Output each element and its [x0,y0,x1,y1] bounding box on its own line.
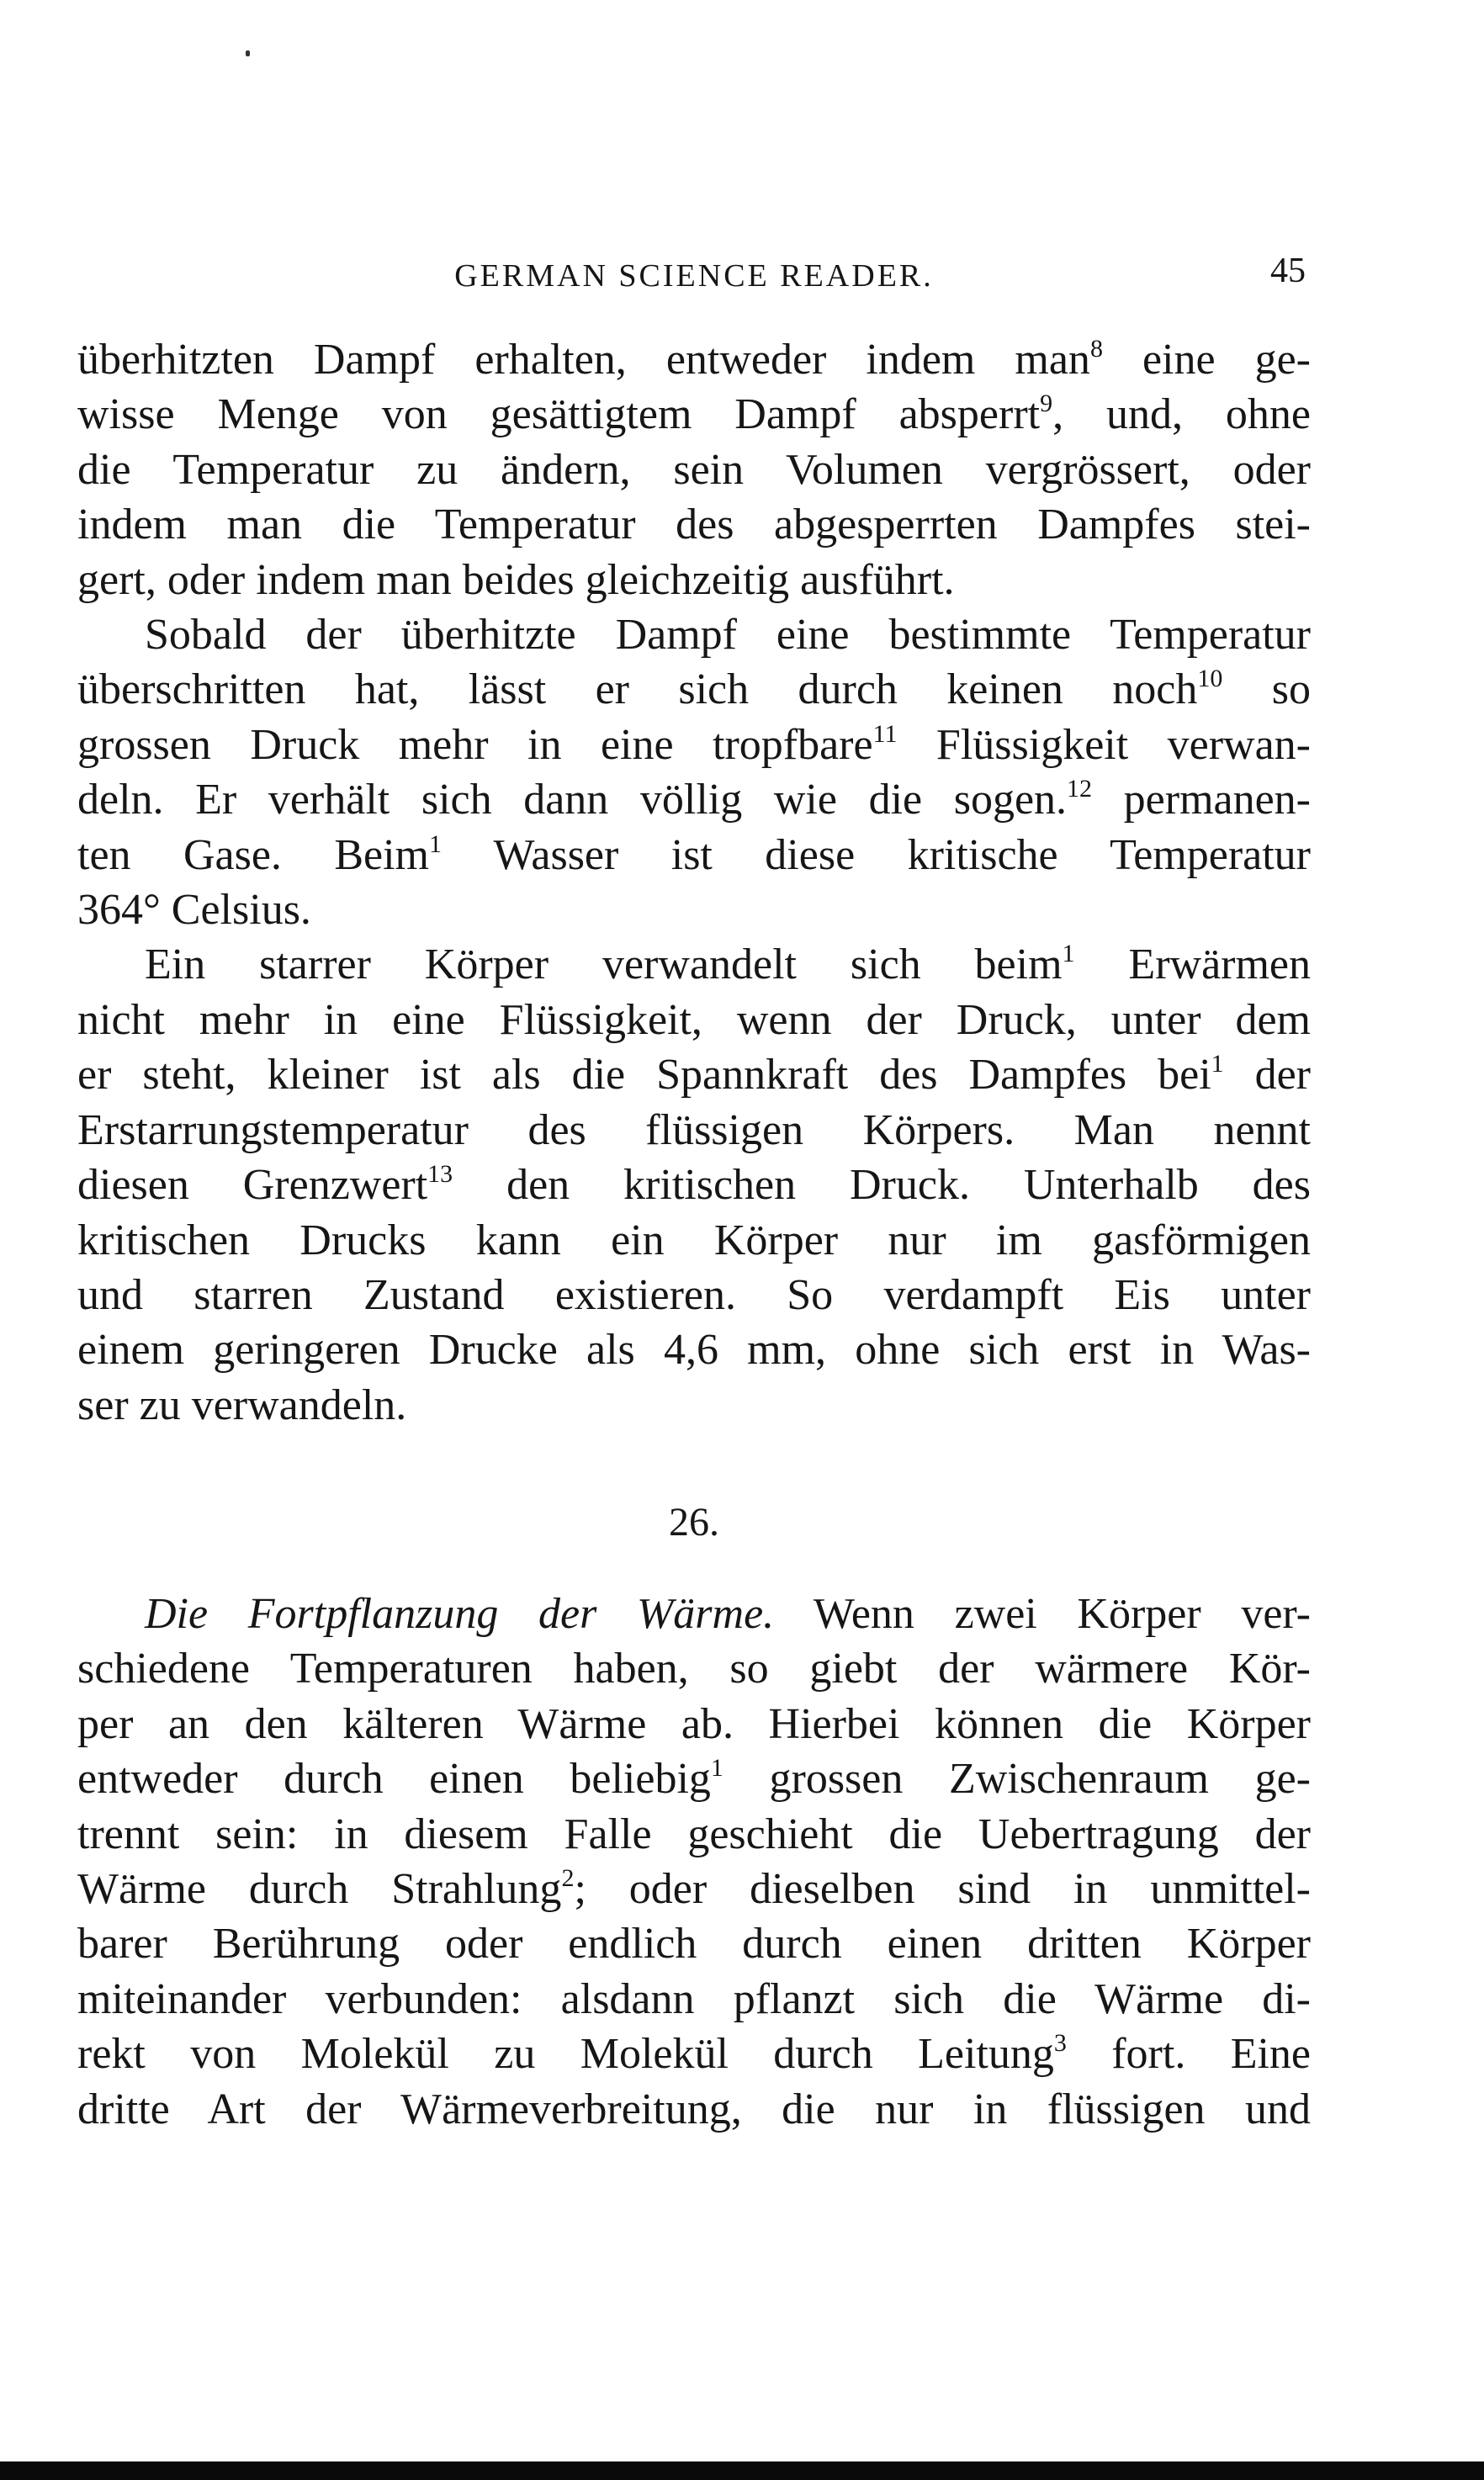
text-line [77,1322,1311,1377]
text-run: miteinander verbunden: alsdann pflanzt sich die Wärme di- [77,1974,1311,2023]
paragraph [77,937,1311,1433]
text-run: Flüssigkeit verwan- [897,720,1311,769]
page-number: 45 [1270,252,1306,290]
footnote-marker: 10 [1197,665,1223,693]
text-line [77,442,1311,497]
text-line [77,882,1311,937]
paragraph [77,1587,1311,2137]
text-run: wisse Menge von gesättigtem Dampf absperrt [77,390,1041,439]
text-line [77,1213,1311,1268]
text-run: eine ge- [1102,336,1311,384]
text-run: entweder durch einen beliebig [77,1755,711,1804]
print-speck [246,50,250,56]
text-line [77,1862,1311,1916]
text-run: Wasser ist diese kritische Temperatur [441,830,1311,879]
text-run: gert, oder indem man beides gleichzeitig ausführt. [77,555,955,604]
footnote-marker: 8 [1089,335,1103,363]
text-line [77,1047,1311,1102]
text-run: Erstarrungstemperatur des flüssigen Körpers. Man nennt [77,1105,1311,1154]
scan-edge [0,2461,1484,2480]
text-line [77,718,1311,772]
text-line [77,662,1311,717]
text-run: einem geringeren Drucke als 4,6 mm, ohne sich erst in Was- [77,1326,1311,1375]
text-run: trennt sein: in diesem Falle geschieht die Uebertragung der [77,1810,1311,1858]
body-text-lower [77,1587,1311,2137]
text-run: dritte Art der Wärmeverbreitung, die nur in flüssigen und [77,2085,1311,2133]
text-line [77,1103,1311,1158]
footnote-marker: 13 [427,1160,453,1189]
footnote-marker: 2 [561,1864,575,1893]
text-run: den kritischen Druck. Unterhalb des [453,1161,1311,1210]
body-text-upper [77,332,1311,1433]
text-run: überschritten hat, lässt er sich durch keinen noch [77,665,1198,714]
text-run: barer Berührung oder endlich durch einen dritten Körper [77,1920,1311,1969]
text-line [77,993,1311,1047]
text-run: ; oder dieselben sind in unmittel- [574,1865,1311,1914]
text-line [77,1158,1311,1212]
text-line [77,772,1311,827]
paragraph [77,607,1311,937]
footnote-marker: 3 [1053,2029,1067,2058]
text-run: rekt von Molekül zu Molekül durch Leitung [77,2030,1054,2079]
text-run: deln. Er verhält sich dann völlig wie die sogen. [77,776,1068,824]
text-line [77,387,1311,442]
text-run: grossen Zwischenraum ge- [723,1755,1311,1804]
text-run: so [1222,665,1311,714]
text-run: ten Gase. Beim [77,830,429,879]
text-line [77,937,1311,992]
text-run: die Temperatur zu ändern, sein Volumen vergrössert, oder [77,445,1311,494]
footnote-marker: 12 [1067,775,1093,803]
text-line [77,332,1311,387]
text-line [77,1807,1311,1862]
text-line [77,607,1311,662]
text-run: überhitzten Dampf erhalten, entweder indem man [77,336,1090,384]
text-run: Sobald der überhitzte Dampf eine bestimmte Temperatur [145,611,1311,660]
footnote-marker: 9 [1040,389,1053,418]
text-run: schiedene Temperaturen haben, so giebt der wärmere Kör- [77,1645,1311,1693]
text-run: indem man die Temperatur des abgesperrten Dampfes stei- [77,501,1311,549]
text-line [77,497,1311,552]
text-line [77,553,1311,607]
text-line [77,1916,1311,1971]
text-run: und starren Zustand existieren. So verdampft Eis unter [77,1270,1311,1319]
text-run: permanen- [1092,776,1311,824]
running-title: GERMAN SCIENCE READER. [454,258,934,294]
text-line [77,1972,1311,2027]
text-run: fort. Eine [1066,2030,1311,2079]
text-line [77,1751,1311,1806]
text-line [77,1378,1311,1433]
footnote-marker: 1 [710,1754,723,1783]
footnote-marker: 1 [428,829,442,858]
text-line [77,1587,1311,1641]
text-line [77,2027,1311,2081]
footnote-marker: 1 [1211,1050,1224,1078]
text-run: 364° Celsius. [77,886,311,935]
text-run: per an den kälteren Wärme ab. Hierbei können die Körper [77,1699,1311,1748]
text-run: diesen Grenzwert [77,1161,428,1210]
text-run: Erwärmen [1074,941,1311,989]
text-run: der [1223,1051,1311,1100]
text-line [77,1268,1311,1322]
text-run: er steht, kleiner ist als die Spannkraft des Dampfes bei [77,1051,1211,1100]
paragraph [77,332,1311,607]
text-run: ser zu verwandeln. [77,1380,407,1429]
text-run: Wenn zwei Körper ver- [774,1590,1311,1638]
text-line [77,1641,1311,1696]
footnote-marker: 1 [1062,940,1075,968]
section-heading-italic: Die Fortpflanzung der Wärme. [145,1590,775,1638]
footnote-marker: 11 [872,719,898,748]
text-run: , und, ohne [1052,390,1311,439]
text-line [77,2082,1311,2137]
text-run: nicht mehr in eine Flüssigkeit, wenn der Druck, unter dem [77,995,1311,1044]
text-run: Wärme durch Strahlung [77,1865,562,1914]
text-line [77,828,1311,882]
section-number: 26. [669,1500,719,1545]
text-line [77,1697,1311,1751]
text-run: grossen Druck mehr in eine tropfbare [77,720,873,769]
text-run: Ein starrer Körper verwandelt sich beim [145,941,1063,989]
text-run: kritischen Drucks kann ein Körper nur im gasförmigen [77,1216,1311,1264]
running-head [77,252,1311,303]
